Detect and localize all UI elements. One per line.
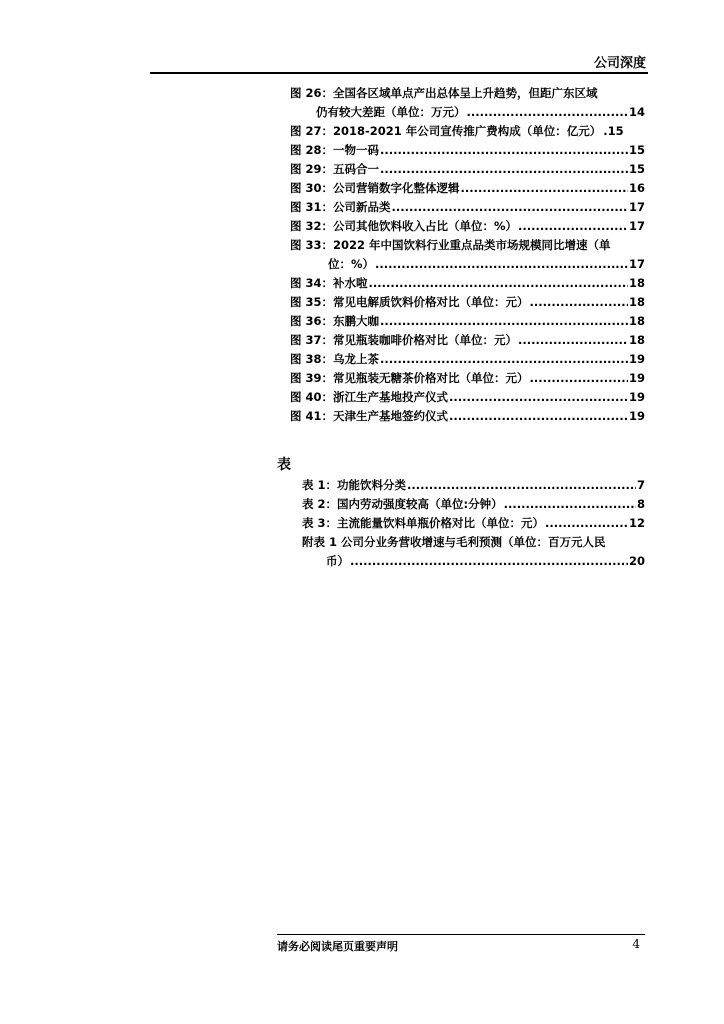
toc-entry-fig-33[interactable] <box>290 236 645 274</box>
toc-entry-text: 表 3：主流能量饮料单瓶价格对比（单位：元） <box>302 516 545 530</box>
toc-entry-fig-29[interactable] <box>290 160 645 179</box>
toc-entry-text-cont: 仍有较大差距（单位：万元） <box>316 105 466 119</box>
header-title: 公司深度 <box>593 56 646 71</box>
toc-entry-text: 图 36：东鹏大咖 <box>290 314 380 328</box>
leader-dots <box>518 217 628 236</box>
toc-entry-page: 15 <box>628 162 645 176</box>
toc-entry-text: 附表 1 公司分业务营收增速与毛利预测（单位：百万元人民 <box>302 535 606 549</box>
toc-entry-page: .15 <box>603 124 624 138</box>
toc-entry-page: 7 <box>636 478 645 492</box>
toc-entry-page: 14 <box>628 105 645 119</box>
leader-dots <box>461 179 628 198</box>
toc-entry-fig-37[interactable] <box>290 331 645 350</box>
toc-entry-fig-38[interactable] <box>290 350 645 369</box>
toc-entry-table-1[interactable] <box>302 476 645 495</box>
leader-dots <box>407 476 636 495</box>
toc-entry-page: 18 <box>628 314 645 328</box>
toc-entry-text: 图 41：天津生产基地签约仪式 <box>290 409 449 423</box>
toc-entry-text: 图 29：五码合一 <box>290 162 380 176</box>
toc-entry-page: 16 <box>628 181 645 195</box>
toc-entry-fig-36[interactable] <box>290 312 645 331</box>
leader-dots <box>449 407 628 426</box>
toc-entry-text: 图 34：补水啦 <box>290 276 368 290</box>
toc-entry-fig-39[interactable] <box>290 369 645 388</box>
toc-entry-page: 18 <box>628 333 645 347</box>
toc-entry-text: 图 40：浙江生产基地投产仪式 <box>290 390 449 404</box>
header-rule <box>150 72 648 74</box>
toc-entry-fig-35[interactable] <box>290 293 645 312</box>
table-toc-list <box>302 476 645 571</box>
leader-dots <box>545 514 628 533</box>
tables-section-heading: 表 <box>277 457 291 473</box>
footer-page-number: 4 <box>632 937 640 951</box>
leader-dots <box>380 312 628 331</box>
toc-entry-fig-40[interactable] <box>290 388 645 407</box>
toc-entry-fig-30[interactable] <box>290 179 645 198</box>
toc-entry-page: 8 <box>636 497 645 511</box>
leader-dots <box>350 552 628 571</box>
toc-entry-page: 19 <box>628 409 645 423</box>
toc-entry-text-cont: 位：%） <box>328 257 375 271</box>
toc-entry-page: 17 <box>628 257 645 271</box>
toc-entry-text: 图 35：常见电解质饮料价格对比（单位：元） <box>290 295 529 309</box>
toc-entry-text: 图 31：公司新品类 <box>290 200 391 214</box>
toc-entry-page: 12 <box>628 516 645 530</box>
toc-entry-text: 图 30：公司营销数字化整体逻辑 <box>290 181 460 195</box>
toc-entry-page: 15 <box>628 143 645 157</box>
toc-entry-text: 表 2：国内劳动强度较高（单位:分钟） <box>302 497 503 511</box>
leader-dots <box>375 255 628 274</box>
toc-entry-page: 18 <box>628 295 645 309</box>
toc-entry-page: 19 <box>628 390 645 404</box>
toc-entry-table-2[interactable] <box>302 495 645 514</box>
toc-entry-fig-31[interactable] <box>290 198 645 217</box>
toc-entry-fig-26[interactable] <box>290 84 645 122</box>
toc-entry-text: 图 28：一物一码 <box>290 143 380 157</box>
toc-entry-fig-34[interactable] <box>290 274 645 293</box>
toc-entry-fig-32[interactable] <box>290 217 645 236</box>
toc-entry-page: 17 <box>628 219 645 233</box>
leader-dots <box>380 141 628 160</box>
footer-disclaimer: 请务必阅读尾页重要声明 <box>277 940 398 953</box>
toc-entry-text: 图 26：全国各区域单点产出总体呈上升趋势，但距广东区域 <box>290 86 598 100</box>
leader-dots <box>369 274 628 293</box>
leader-dots <box>467 103 628 122</box>
toc-entry-page: 19 <box>628 352 645 366</box>
toc-entry-text: 图 27：2018-2021 年公司宣传推广费构成（单位：亿元） <box>290 124 602 138</box>
toc-entry-page: 20 <box>628 554 645 568</box>
toc-entry-fig-41[interactable] <box>290 407 645 426</box>
toc-entry-text: 图 37：常见瓶装咖啡价格对比（单位：元） <box>290 333 518 347</box>
toc-entry-text: 图 39：常见瓶装无糖茶价格对比（单位：元） <box>290 371 529 385</box>
footer-rule <box>277 934 645 935</box>
leader-dots <box>449 388 628 407</box>
figure-toc-list <box>290 84 645 426</box>
toc-entry-page: 17 <box>628 200 645 214</box>
toc-entry-table-3[interactable] <box>302 514 645 533</box>
toc-entry-text-cont: 币） <box>326 554 349 568</box>
toc-entry-fig-28[interactable] <box>290 141 645 160</box>
toc-entry-fig-27[interactable] <box>290 122 645 141</box>
toc-entry-page: 18 <box>628 276 645 290</box>
leader-dots <box>392 198 628 217</box>
toc-entry-text: 表 1：功能饮料分类 <box>302 478 407 492</box>
toc-entry-page: 19 <box>628 371 645 385</box>
toc-entry-text: 图 38：乌龙上茶 <box>290 352 380 366</box>
toc-entry-text: 图 32：公司其他饮料收入占比（单位：%） <box>290 219 518 233</box>
toc-entry-appendix-table-1[interactable] <box>302 533 645 571</box>
leader-dots <box>530 369 628 388</box>
toc-entry-text: 图 33：2022 年中国饮料行业重点品类市场规模同比增速（单 <box>290 238 611 252</box>
leader-dots <box>518 331 628 350</box>
leader-dots <box>380 350 628 369</box>
leader-dots <box>530 293 628 312</box>
leader-dots <box>380 160 628 179</box>
leader-dots <box>504 495 636 514</box>
